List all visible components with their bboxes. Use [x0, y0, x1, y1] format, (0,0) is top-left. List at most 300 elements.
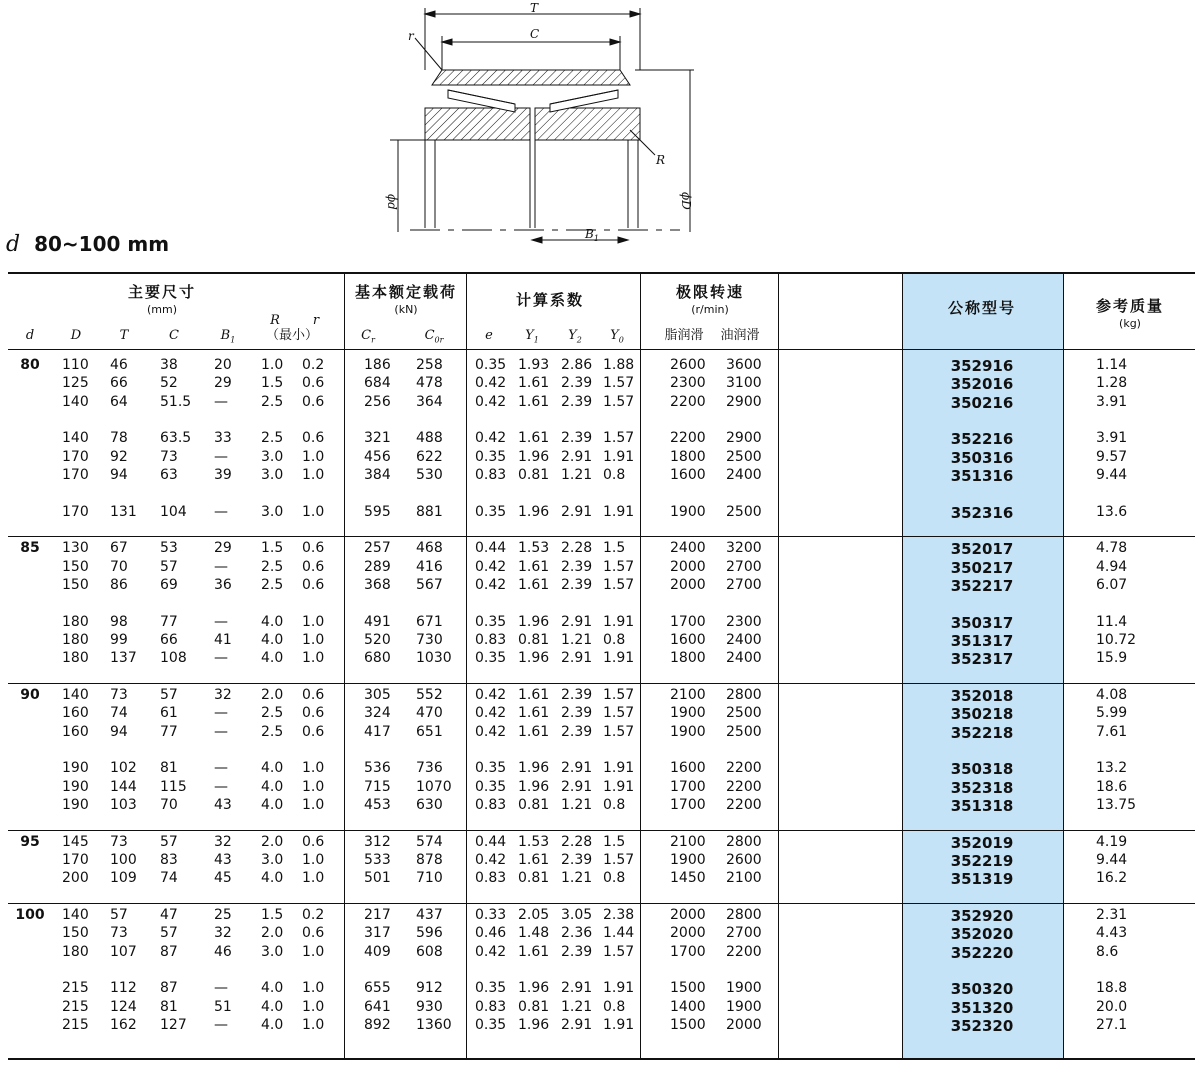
header-load: 基本额定载荷 — [354, 283, 458, 301]
col-Cr: 520 — [364, 632, 391, 649]
col-r: 0.6 — [302, 687, 325, 703]
col-C: 66 — [160, 632, 178, 649]
col-Y1: 1.61 — [518, 430, 550, 447]
col-Y2: 2.39 — [561, 558, 593, 575]
col-Y2: 2.91 — [561, 1017, 593, 1033]
col-D: 125 — [62, 375, 89, 392]
subheader-grease: 脂润滑 — [664, 328, 704, 343]
col-Cr: 715 — [364, 778, 391, 795]
col-Y2: 1.21 — [561, 467, 593, 484]
col-R: 3.0 — [261, 448, 284, 465]
col-R: 4.0 — [261, 760, 284, 777]
col-T: 46 — [110, 357, 128, 373]
col-model: 352016 — [950, 375, 1014, 394]
label-R: R — [656, 153, 666, 167]
col-R: 4.0 — [261, 980, 284, 997]
col-Y1: 1.48 — [518, 925, 550, 942]
label-phi-d: ϕd — [385, 194, 399, 210]
col-R: 1.5 — [261, 906, 284, 923]
col-Y1: 1.96 — [518, 1017, 550, 1033]
col-C0r: 736 — [416, 760, 443, 777]
col-model: 351317 — [950, 632, 1014, 651]
col-T: 66 — [110, 375, 128, 392]
col-B1: — — [214, 393, 228, 410]
col-mass: 20.0 — [1096, 998, 1128, 1015]
col-e: 0.35 — [475, 778, 507, 795]
col-mass: 4.94 — [1096, 558, 1128, 575]
col-Y2: 2.39 — [561, 375, 593, 392]
col-Y0: 1.57 — [603, 687, 635, 703]
col-T: 78 — [110, 430, 128, 447]
col-B1: — — [214, 650, 228, 667]
col-model: 350320 — [950, 980, 1014, 999]
col-Y1: 1.96 — [518, 980, 550, 997]
col-C: 73 — [160, 448, 178, 465]
col-oil-speed: 1900 — [726, 998, 762, 1015]
col-C0r: 881 — [416, 503, 443, 520]
col-C0r: 470 — [416, 705, 443, 722]
subheader-e: e — [485, 328, 493, 343]
col-D: 200 — [62, 870, 89, 887]
col-mass: 13.6 — [1096, 503, 1128, 520]
col-oil-speed: 2900 — [726, 430, 762, 447]
col-r: 0.6 — [302, 393, 325, 410]
group-separator — [8, 536, 1195, 537]
col-Y2: 1.21 — [561, 797, 593, 814]
col-B1: 36 — [214, 577, 232, 594]
col-Y0: 1.57 — [603, 723, 635, 740]
col-model: 352916 — [950, 357, 1014, 375]
col-model: 352920 — [950, 906, 1014, 925]
col-mass: 13.2 — [1096, 760, 1128, 777]
col-grease-speed: 1600 — [670, 760, 706, 777]
col-B1: — — [214, 778, 228, 795]
col-Y2: 2.91 — [561, 448, 593, 465]
col-grease-speed: 2000 — [670, 577, 706, 594]
col-Cr: 289 — [364, 558, 391, 575]
col-B1: — — [214, 723, 228, 740]
col-Y2: 2.91 — [561, 760, 593, 777]
col-Y2: 1.21 — [561, 998, 593, 1015]
header-speed: 极限转速 — [675, 283, 745, 301]
col-B1: — — [214, 705, 228, 722]
col-T: 74 — [110, 705, 128, 722]
col-Y0: 1.57 — [603, 943, 635, 960]
label-phi-D: ϕD — [679, 192, 693, 210]
col-T: 124 — [110, 998, 137, 1015]
col-Cr: 305 — [364, 687, 391, 703]
col-Y1: 0.81 — [518, 870, 550, 887]
col-B1: 29 — [214, 540, 232, 557]
col-T: 99 — [110, 632, 128, 649]
col-D: 180 — [62, 632, 89, 649]
col-T: 98 — [110, 613, 128, 630]
header-main-dims-unit: (mm) — [146, 303, 178, 316]
col-e: 0.35 — [475, 650, 507, 667]
col-Y2: 2.91 — [561, 503, 593, 520]
group-separator — [8, 683, 1195, 684]
col-model: 352216 — [950, 430, 1014, 449]
group-bore-d: 85 — [20, 540, 40, 557]
col-B1: 33 — [214, 430, 232, 447]
col-C: 127 — [160, 1017, 187, 1033]
col-e: 0.83 — [475, 467, 507, 484]
col-R: 4.0 — [261, 998, 284, 1015]
col-C: 77 — [160, 613, 178, 630]
col-e: 0.35 — [475, 760, 507, 777]
col-oil-speed: 2700 — [726, 925, 762, 942]
col-T: 92 — [110, 448, 128, 465]
col-oil-speed: 1900 — [726, 980, 762, 997]
col-C: 104 — [160, 503, 187, 520]
col-T: 103 — [110, 797, 137, 814]
col-e: 0.42 — [475, 852, 507, 868]
col-Y1: 1.96 — [518, 613, 550, 630]
col-C0r: 608 — [416, 943, 443, 960]
col-oil-speed: 2300 — [726, 613, 762, 630]
col-grease-speed: 1700 — [670, 778, 706, 795]
col-Cr: 680 — [364, 650, 391, 667]
col-C: 52 — [160, 375, 178, 392]
col-mass: 9.57 — [1096, 448, 1128, 465]
col-T: 73 — [110, 833, 128, 850]
col-C: 115 — [160, 778, 187, 795]
col-e: 0.42 — [475, 687, 507, 703]
col-R: 3.0 — [261, 852, 284, 868]
col-Y2: 2.39 — [561, 705, 593, 722]
col-model: 350218 — [950, 705, 1014, 724]
col-oil-speed: 2800 — [726, 906, 762, 923]
col-Y1: 1.96 — [518, 448, 550, 465]
col-grease-speed: 1600 — [670, 467, 706, 484]
col-Y0: 1.5 — [603, 833, 626, 850]
col-Y1: 1.61 — [518, 577, 550, 594]
col-C0r: 596 — [416, 925, 443, 942]
col-divider-load — [344, 274, 345, 1060]
col-r: 0.6 — [302, 375, 325, 392]
col-Y1: 1.96 — [518, 650, 550, 667]
col-D: 170 — [62, 467, 89, 484]
col-Y1: 0.81 — [518, 998, 550, 1015]
col-Y1: 1.61 — [518, 723, 550, 740]
col-R: 2.0 — [261, 687, 284, 703]
col-B1: 41 — [214, 632, 232, 649]
col-model: 352318 — [950, 778, 1014, 797]
col-grease-speed: 1700 — [670, 943, 706, 960]
subheader-oil: 油润滑 — [720, 328, 760, 343]
subheader-Cr: $C_r$ — [361, 328, 375, 345]
col-r: 1.0 — [302, 870, 325, 887]
col-C: 63 — [160, 467, 178, 484]
col-D: 215 — [62, 998, 89, 1015]
col-r: 1.0 — [302, 852, 325, 868]
subheader-min: （最小） — [265, 328, 319, 343]
col-C: 74 — [160, 870, 178, 887]
col-R: 3.0 — [261, 503, 284, 520]
col-model: 351319 — [950, 870, 1014, 889]
col-grease-speed: 2600 — [670, 357, 706, 373]
col-e: 0.35 — [475, 613, 507, 630]
col-mass: 11.4 — [1096, 613, 1128, 630]
col-C0r: 258 — [416, 357, 443, 373]
col-e: 0.83 — [475, 797, 507, 814]
col-C0r: 671 — [416, 613, 443, 630]
col-Y2: 2.91 — [561, 778, 593, 795]
col-Cr: 453 — [364, 797, 391, 814]
group-bore-d: 95 — [20, 833, 40, 850]
col-B1: 32 — [214, 925, 232, 942]
col-mass: 1.14 — [1096, 357, 1128, 373]
header-coef: 计算系数 — [515, 291, 585, 309]
col-C0r: 651 — [416, 723, 443, 740]
col-oil-speed: 3200 — [726, 540, 762, 557]
col-B1: 32 — [214, 687, 232, 703]
col-model: 350316 — [950, 448, 1014, 467]
col-oil-speed: 2700 — [726, 577, 762, 594]
col-C: 77 — [160, 723, 178, 740]
col-T: 73 — [110, 925, 128, 942]
col-D: 170 — [62, 448, 89, 465]
col-model: 351318 — [950, 797, 1014, 816]
label-r: r — [408, 29, 414, 43]
col-oil-speed: 3600 — [726, 357, 762, 373]
col-C: 57 — [160, 687, 178, 703]
col-Y0: 2.38 — [603, 906, 635, 923]
col-Y1: 1.93 — [518, 357, 550, 373]
col-Y0: 1.91 — [603, 778, 635, 795]
col-mass: 13.75 — [1096, 797, 1137, 814]
col-R: 4.0 — [261, 613, 284, 630]
col-e: 0.83 — [475, 998, 507, 1015]
col-r: 0.6 — [302, 540, 325, 557]
col-R: 1.5 — [261, 375, 284, 392]
col-grease-speed: 1450 — [670, 870, 706, 887]
col-model: 352018 — [950, 687, 1014, 705]
col-grease-speed: 1800 — [670, 650, 706, 667]
col-T: 109 — [110, 870, 137, 887]
col-D: 180 — [62, 613, 89, 630]
col-Cr: 256 — [364, 393, 391, 410]
col-r: 1.0 — [302, 503, 325, 520]
col-model: 351316 — [950, 467, 1014, 486]
header-mass: 参考质量 — [1095, 297, 1165, 315]
col-mass: 4.43 — [1096, 925, 1128, 942]
col-oil-speed: 2600 — [726, 852, 762, 868]
col-D: 215 — [62, 1017, 89, 1033]
col-Y0: 1.91 — [603, 1017, 635, 1033]
col-D: 180 — [62, 650, 89, 667]
col-e: 0.46 — [475, 925, 507, 942]
col-Y0: 1.44 — [603, 925, 635, 942]
col-r: 1.0 — [302, 613, 325, 630]
col-grease-speed: 1700 — [670, 613, 706, 630]
col-Y1: 0.81 — [518, 632, 550, 649]
col-R: 2.5 — [261, 705, 284, 722]
col-oil-speed: 2500 — [726, 705, 762, 722]
col-Y1: 1.61 — [518, 393, 550, 410]
col-mass: 16.2 — [1096, 870, 1128, 887]
col-Y0: 0.8 — [603, 797, 626, 814]
col-T: 131 — [110, 503, 137, 520]
col-Y1: 0.81 — [518, 467, 550, 484]
col-C0r: 478 — [416, 375, 443, 392]
col-Cr: 257 — [364, 540, 391, 557]
col-T: 73 — [110, 687, 128, 703]
subheader-Y0: $Y_0$ — [610, 328, 624, 345]
col-C: 87 — [160, 980, 178, 997]
col-C0r: 488 — [416, 430, 443, 447]
col-e: 0.44 — [475, 833, 507, 850]
col-oil-speed: 2700 — [726, 558, 762, 575]
col-e: 0.44 — [475, 540, 507, 557]
col-C: 108 — [160, 650, 187, 667]
col-C0r: 530 — [416, 467, 443, 484]
col-grease-speed: 1400 — [670, 998, 706, 1015]
subheader-Y1: $Y_1$ — [525, 328, 539, 345]
col-Y2: 2.91 — [561, 613, 593, 630]
header-bottom-border — [8, 349, 1195, 350]
col-model: 352217 — [950, 577, 1014, 596]
col-B1: 20 — [214, 357, 232, 373]
col-mass: 8.6 — [1096, 943, 1119, 960]
col-Cr: 317 — [364, 925, 391, 942]
col-grease-speed: 2400 — [670, 540, 706, 557]
col-Cr: 655 — [364, 980, 391, 997]
col-Y0: 0.8 — [603, 467, 626, 484]
col-e: 0.42 — [475, 375, 507, 392]
col-mass: 4.08 — [1096, 687, 1128, 703]
col-grease-speed: 1900 — [670, 852, 706, 868]
subheader-C: C — [169, 328, 179, 343]
header-load-unit: (kN) — [394, 303, 418, 316]
col-r: 1.0 — [302, 943, 325, 960]
col-grease-speed: 1500 — [670, 1017, 706, 1033]
col-C: 81 — [160, 760, 178, 777]
col-Cr: 491 — [364, 613, 391, 630]
col-e: 0.35 — [475, 980, 507, 997]
col-D: 190 — [62, 778, 89, 795]
col-r: 0.6 — [302, 430, 325, 447]
col-divider-extra — [778, 274, 779, 1060]
col-Y2: 3.05 — [561, 906, 593, 923]
col-mass: 4.78 — [1096, 540, 1128, 557]
col-T: 67 — [110, 540, 128, 557]
col-B1: 45 — [214, 870, 232, 887]
col-D: 140 — [62, 393, 89, 410]
col-grease-speed: 1500 — [670, 980, 706, 997]
col-D: 215 — [62, 980, 89, 997]
col-r: 0.6 — [302, 723, 325, 740]
col-C: 57 — [160, 833, 178, 850]
col-Y0: 1.5 — [603, 540, 626, 557]
col-model: 352317 — [950, 650, 1014, 669]
col-Y1: 1.53 — [518, 833, 550, 850]
col-Cr: 417 — [364, 723, 391, 740]
header-mass-unit: (kg) — [1119, 317, 1141, 330]
col-Y1: 1.61 — [518, 705, 550, 722]
col-R: 4.0 — [261, 778, 284, 795]
col-Y1: 1.96 — [518, 778, 550, 795]
col-D: 140 — [62, 906, 89, 923]
col-mass: 3.91 — [1096, 393, 1128, 410]
col-D: 130 — [62, 540, 89, 557]
col-C: 69 — [160, 577, 178, 594]
col-grease-speed: 1900 — [670, 705, 706, 722]
col-B1: 25 — [214, 906, 232, 923]
col-D: 110 — [62, 357, 89, 373]
col-r: 1.0 — [302, 797, 325, 814]
col-r: 0.2 — [302, 357, 325, 373]
col-grease-speed: 2000 — [670, 925, 706, 942]
col-grease-speed: 2100 — [670, 687, 706, 703]
col-oil-speed: 2200 — [726, 943, 762, 960]
col-r: 1.0 — [302, 632, 325, 649]
col-oil-speed: 2800 — [726, 833, 762, 850]
col-D: 150 — [62, 925, 89, 942]
col-r: 0.6 — [302, 833, 325, 850]
col-e: 0.42 — [475, 393, 507, 410]
col-C: 83 — [160, 852, 178, 868]
col-grease-speed: 1600 — [670, 632, 706, 649]
col-r: 0.6 — [302, 705, 325, 722]
col-e: 0.35 — [475, 357, 507, 373]
col-Y1: 1.96 — [518, 503, 550, 520]
col-C: 38 — [160, 357, 178, 373]
col-D: 140 — [62, 430, 89, 447]
col-model: 350217 — [950, 558, 1014, 577]
col-C0r: 364 — [416, 393, 443, 410]
col-e: 0.42 — [475, 577, 507, 594]
col-C0r: 567 — [416, 577, 443, 594]
subheader-C0r: $C_{0r}$ — [424, 328, 444, 345]
col-T: 70 — [110, 558, 128, 575]
col-C0r: 437 — [416, 906, 443, 923]
col-Y0: 0.8 — [603, 998, 626, 1015]
col-Cr: 321 — [364, 430, 391, 447]
col-R: 2.5 — [261, 723, 284, 740]
col-Y2: 2.39 — [561, 393, 593, 410]
col-Y0: 1.57 — [603, 558, 635, 575]
col-Y0: 1.91 — [603, 448, 635, 465]
col-model: 352320 — [950, 1017, 1014, 1035]
range-symbol: d — [6, 232, 21, 257]
col-e: 0.35 — [475, 448, 507, 465]
col-mass: 18.6 — [1096, 778, 1128, 795]
col-Y1: 1.96 — [518, 760, 550, 777]
subheader-Y2: $Y_2$ — [568, 328, 582, 345]
col-oil-speed: 2900 — [726, 393, 762, 410]
col-Y0: 1.57 — [603, 393, 635, 410]
col-Y2: 2.39 — [561, 577, 593, 594]
col-R: 2.0 — [261, 925, 284, 942]
col-Y0: 0.8 — [603, 632, 626, 649]
col-Y1: 0.81 — [518, 797, 550, 814]
col-C0r: 630 — [416, 797, 443, 814]
group-bore-d: 100 — [15, 906, 45, 923]
col-B1: — — [214, 448, 228, 465]
col-D: 190 — [62, 760, 89, 777]
col-R: 4.0 — [261, 797, 284, 814]
col-Y1: 1.61 — [518, 375, 550, 392]
col-r: 0.6 — [302, 558, 325, 575]
col-T: 137 — [110, 650, 137, 667]
col-Cr: 409 — [364, 943, 391, 960]
col-r: 1.0 — [302, 998, 325, 1015]
col-model: 350216 — [950, 393, 1014, 412]
col-r: 0.2 — [302, 906, 325, 923]
col-D: 170 — [62, 503, 89, 520]
label-C: C — [530, 27, 540, 41]
